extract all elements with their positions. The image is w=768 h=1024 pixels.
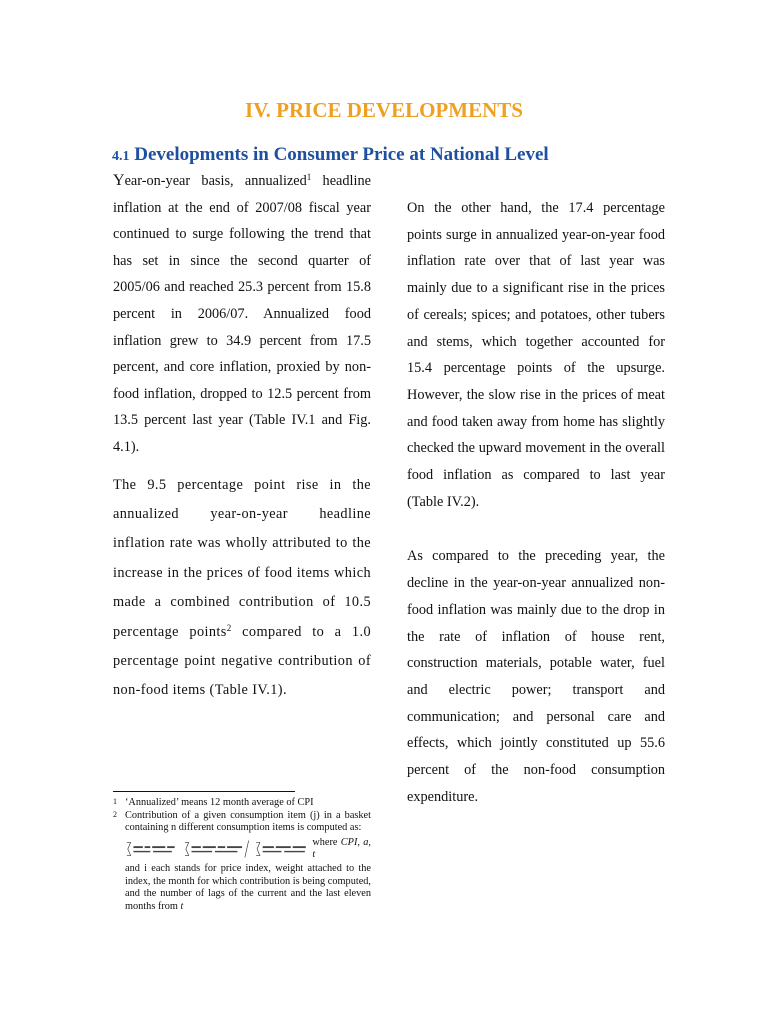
footnote-1-mark: 1 [113,797,117,806]
left-paragraph-2 [113,471,371,706]
footnote-2-text-a: Contribution of a given consumption item (j) in a basket containing n different consumption items is computed as: [125,809,371,834]
footnote-ref-2: 2 [226,622,232,633]
formula-where [312,837,371,862]
footnote-ref-1: 1 [306,172,312,182]
section-heading [112,144,549,166]
formula-image [125,838,312,860]
footnotes [113,797,371,913]
where-word: where [312,836,338,848]
left-paragraph-1-text-b: headline inflation at the end of 2007/08 fiscal year continued to surge following the trend that has set in since the second quarter of 2005/06 and reached 25.3 percent from 15.8 percent in 2006/07. Annualized food inflation grew to 34.9 percent from 17.5 percent, and core inflation, proxied by non-food inflation, dropped to 12.5 percent from 13.5 percent last year (Table IV.1 and Fig. 4.1). [113,173,371,455]
right-column [407,195,665,810]
formula-variables: CPI, a, t [312,836,371,861]
left-column [113,168,371,706]
footnote-1 [113,797,371,810]
footnote-divider [113,791,295,792]
left-paragraph-2-text-b: compared to a 1.0 percentage point negative contribution of non-food items (Table IV.1). [113,623,371,699]
section-number: 4.1 [112,149,130,164]
contribution-formula [125,837,371,862]
footnote-2-t: t [180,900,184,912]
footnote-2-text-b: and i each stands for price index, weight attached to the index, the month for which contribution is being computed, and the number of lags of the current and the last eleven months from [125,862,371,912]
right-paragraph-2: As compared to the preceding year, the decline in the year-on-year annualized non-food inflation was mainly due to the drop in the rate of inflation of house rent, construction materials, potable water, fuel and electric power; transport and communication; and personal care and effects, which jointly constituted up 55.6 percent of the non-food consumption expenditure. [407,548,665,805]
right-paragraph-1: On the other hand, the 17.4 percentage points surge in annualized year-on-year food inflation rate over that of last year was mainly due to a significant rise in the prices of cereals; spices; and potatoes, other tubers and stems, which together accounted for 15.4 percentage points of the upsurge. However, the slow rise in the prices of meat and food taken away from home has slightly checked the upward movement in the overall food inflation as compared to last year (Table IV.2). [407,200,665,510]
left-paragraph-1-text-a: ear-on-year basis, annualized [124,173,307,189]
footnote-1-text: ‘Annualized’ means 12 month average of CPI [125,797,314,808]
left-paragraph-2-text-a: The 9.5 percentage point rise in the annualized year-on-year headline inflation rate was wholly attributed to the increase in the prices of food items which made a combined contribution of 10.5 percentage points [113,476,371,640]
drop-letter: Y [113,172,125,189]
chapter-title: IV. PRICE DEVELOPMENTS [245,98,523,122]
left-paragraph-1 [113,168,371,461]
section-title: Developments in Consumer Price at National Level [134,144,549,165]
footnote-2 [113,810,371,914]
footnote-2-mark: 2 [113,809,117,819]
